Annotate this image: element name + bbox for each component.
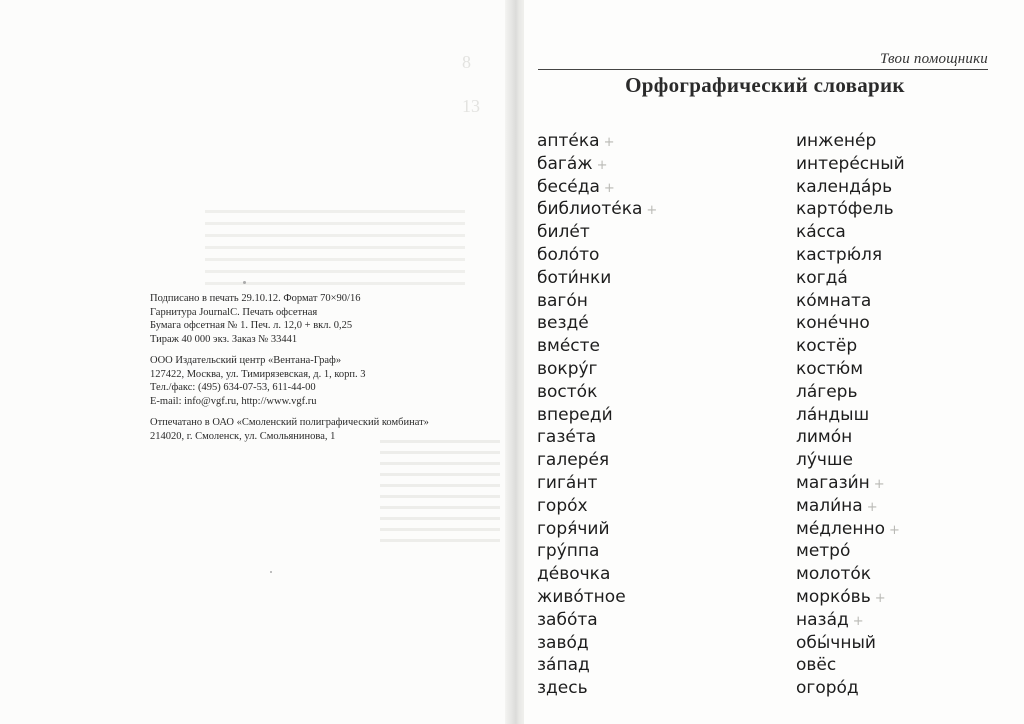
dictionary-word: [537, 335, 657, 358]
dictionary-word: [537, 609, 657, 632]
word-text: ла́герь: [796, 381, 858, 402]
imprint-printer: [150, 416, 490, 443]
dictionary-word: [796, 404, 905, 427]
pencil-tick-mark: +: [874, 590, 886, 606]
word-text: вме́сте: [537, 336, 601, 357]
dictionary-word: [537, 381, 657, 404]
dictionary-word: [796, 518, 905, 541]
word-text: восто́к: [537, 381, 598, 402]
show-through-text-2: [380, 440, 500, 550]
dictionary-word: [537, 198, 657, 221]
dictionary-word: [796, 654, 905, 677]
word-text: заво́д: [537, 632, 589, 653]
word-text: ваго́н: [537, 290, 588, 311]
dictionary-word: [537, 449, 657, 472]
dictionary-word: [796, 335, 905, 358]
dictionary-word: [537, 495, 657, 518]
dictionary-word: [537, 472, 657, 495]
imprint-print-details: [150, 292, 490, 346]
dictionary-word: [796, 472, 905, 495]
word-text: за́пад: [537, 655, 590, 676]
pencil-tick-mark: +: [852, 613, 864, 629]
dictionary-word: [537, 677, 657, 700]
running-head: Твои помощники: [880, 51, 988, 67]
dictionary-word: [537, 130, 657, 153]
dictionary-word: [537, 563, 657, 586]
word-text: бесе́да: [537, 176, 600, 197]
word-text: овёс: [796, 655, 837, 676]
word-column-2: [796, 130, 905, 700]
word-text: костёр: [796, 336, 858, 357]
word-text: когда́: [796, 267, 848, 288]
dictionary-word: [796, 130, 905, 153]
pencil-tick-mark: +: [889, 522, 900, 538]
dictionary-word: [796, 586, 905, 609]
word-text: ко́мната: [796, 290, 872, 311]
dictionary-word: [537, 632, 657, 655]
dictionary-word: [796, 221, 905, 244]
dust-speck: [243, 281, 246, 284]
word-text: ла́ндыш: [796, 404, 870, 425]
word-text: везде́: [537, 313, 589, 334]
dictionary-word: [796, 449, 905, 472]
dictionary-word: [537, 221, 657, 244]
word-text: забо́та: [537, 609, 598, 630]
pencil-tick-mark: +: [603, 135, 615, 150]
imprint-line: 127422, Москва, ул. Тимирязевская, д. 1, корп. 3: [150, 368, 366, 380]
dictionary-word: [796, 632, 905, 655]
word-text: молото́к: [796, 564, 872, 585]
dictionary-word: [537, 654, 657, 677]
pencil-tick-mark: +: [596, 157, 608, 173]
word-text: гига́нт: [537, 472, 598, 493]
word-text: газе́та: [537, 427, 597, 448]
word-text: горо́х: [537, 495, 588, 516]
word-text: библиоте́ка: [537, 199, 643, 220]
imprint-line: Подписано в печать 29.10.12. Формат 70×90/16: [150, 293, 361, 304]
dictionary-word: [796, 563, 905, 586]
word-text: мали́на: [796, 495, 863, 516]
imprint-line: ООО Издательский центр «Вентана-Граф»: [150, 355, 342, 366]
dictionary-word: [796, 358, 905, 381]
imprint-line: Бумага офсетная № 1. Печ. л. 12,0 + вкл. 0,25: [150, 320, 353, 331]
word-text: де́вочка: [537, 564, 611, 585]
dictionary-word: [537, 312, 657, 335]
pencil-tick-mark: +: [603, 180, 615, 196]
dictionary-word: [796, 609, 905, 632]
word-text: боти́нки: [537, 267, 612, 288]
word-text: интере́сный: [796, 153, 905, 174]
dictionary-word: [537, 358, 657, 381]
imprint-publisher: [150, 354, 490, 408]
imprint-line: Тираж 40 000 экз. Заказ № 33441: [150, 333, 298, 345]
dictionary-word: [796, 153, 905, 176]
dictionary-word: [796, 176, 905, 199]
word-text: костю́м: [796, 358, 864, 379]
imprint-line: E-mail: info@vgf.ru, http://www.vgf.ru: [150, 395, 317, 407]
dictionary-word: [537, 153, 657, 176]
word-text: ка́сса: [796, 222, 846, 243]
imprint-block: [150, 292, 490, 451]
dictionary-word: [796, 267, 905, 290]
imprint-line: 214020, г. Смоленск, ул. Смольянинова, 1: [150, 430, 336, 442]
word-text: лу́чше: [796, 450, 853, 471]
dictionary-word: [796, 244, 905, 267]
dictionary-word: [537, 586, 657, 609]
pencil-tick-mark: +: [873, 476, 885, 492]
word-text: впереди́: [537, 404, 613, 425]
dictionary-word: [537, 267, 657, 290]
dictionary-word: [796, 381, 905, 404]
dictionary-word: [537, 290, 657, 313]
word-text: метро́: [796, 541, 851, 562]
word-text: гру́ппа: [537, 541, 600, 562]
imprint-line: Отпечатано в ОАО «Смоленский полиграфический комбинат»: [150, 417, 429, 428]
dictionary-word: [796, 198, 905, 221]
word-text: апте́ка: [537, 131, 600, 151]
word-text: кастрю́ля: [796, 244, 883, 265]
dictionary-word: [537, 518, 657, 541]
imprint-line: Тел./факс: (495) 634-07-53, 611-44-00: [150, 382, 316, 393]
imprint-line: Гарнитура JournalC. Печать офсетная: [150, 306, 318, 318]
word-text: инжене́р: [796, 131, 877, 151]
show-through-text: [205, 210, 465, 290]
dictionary-word: [537, 176, 657, 199]
dictionary-word: [537, 404, 657, 427]
word-text: карто́фель: [796, 199, 894, 220]
word-text: морко́вь: [796, 586, 871, 607]
dictionary-word: [537, 426, 657, 449]
dictionary-word: [537, 244, 657, 267]
word-text: лимо́н: [796, 427, 853, 448]
header-rule: [538, 69, 988, 70]
dictionary-word: [796, 495, 905, 518]
word-text: боло́то: [537, 244, 600, 265]
pencil-tick-mark: +: [866, 499, 878, 515]
word-text: живо́тное: [537, 586, 626, 607]
word-text: магази́н: [796, 472, 870, 493]
word-text: вокру́г: [537, 358, 598, 379]
word-text: календа́рь: [796, 176, 893, 197]
word-text: огоро́д: [796, 678, 859, 699]
dictionary-word: [796, 540, 905, 563]
pencil-tick-mark: +: [646, 203, 658, 219]
dictionary-word: [796, 312, 905, 335]
word-text: коне́чно: [796, 313, 870, 334]
dictionary-word: [796, 426, 905, 449]
word-text: горя́чий: [537, 518, 610, 539]
word-text: обы́чный: [796, 632, 876, 653]
show-through-numbers: 8 13: [462, 52, 480, 116]
dust-speck: [270, 571, 272, 573]
dictionary-word: [796, 290, 905, 313]
page-title: Орфографический словарик: [625, 73, 905, 97]
word-column-1: [537, 130, 657, 700]
word-text: биле́т: [537, 222, 590, 243]
word-text: бага́ж: [537, 153, 593, 174]
word-text: наза́д: [796, 609, 849, 630]
word-text: здесь: [537, 678, 588, 699]
dictionary-word: [796, 677, 905, 700]
dictionary-word: [537, 540, 657, 563]
word-text: галере́я: [537, 450, 610, 471]
word-text: ме́дленно: [796, 518, 885, 539]
